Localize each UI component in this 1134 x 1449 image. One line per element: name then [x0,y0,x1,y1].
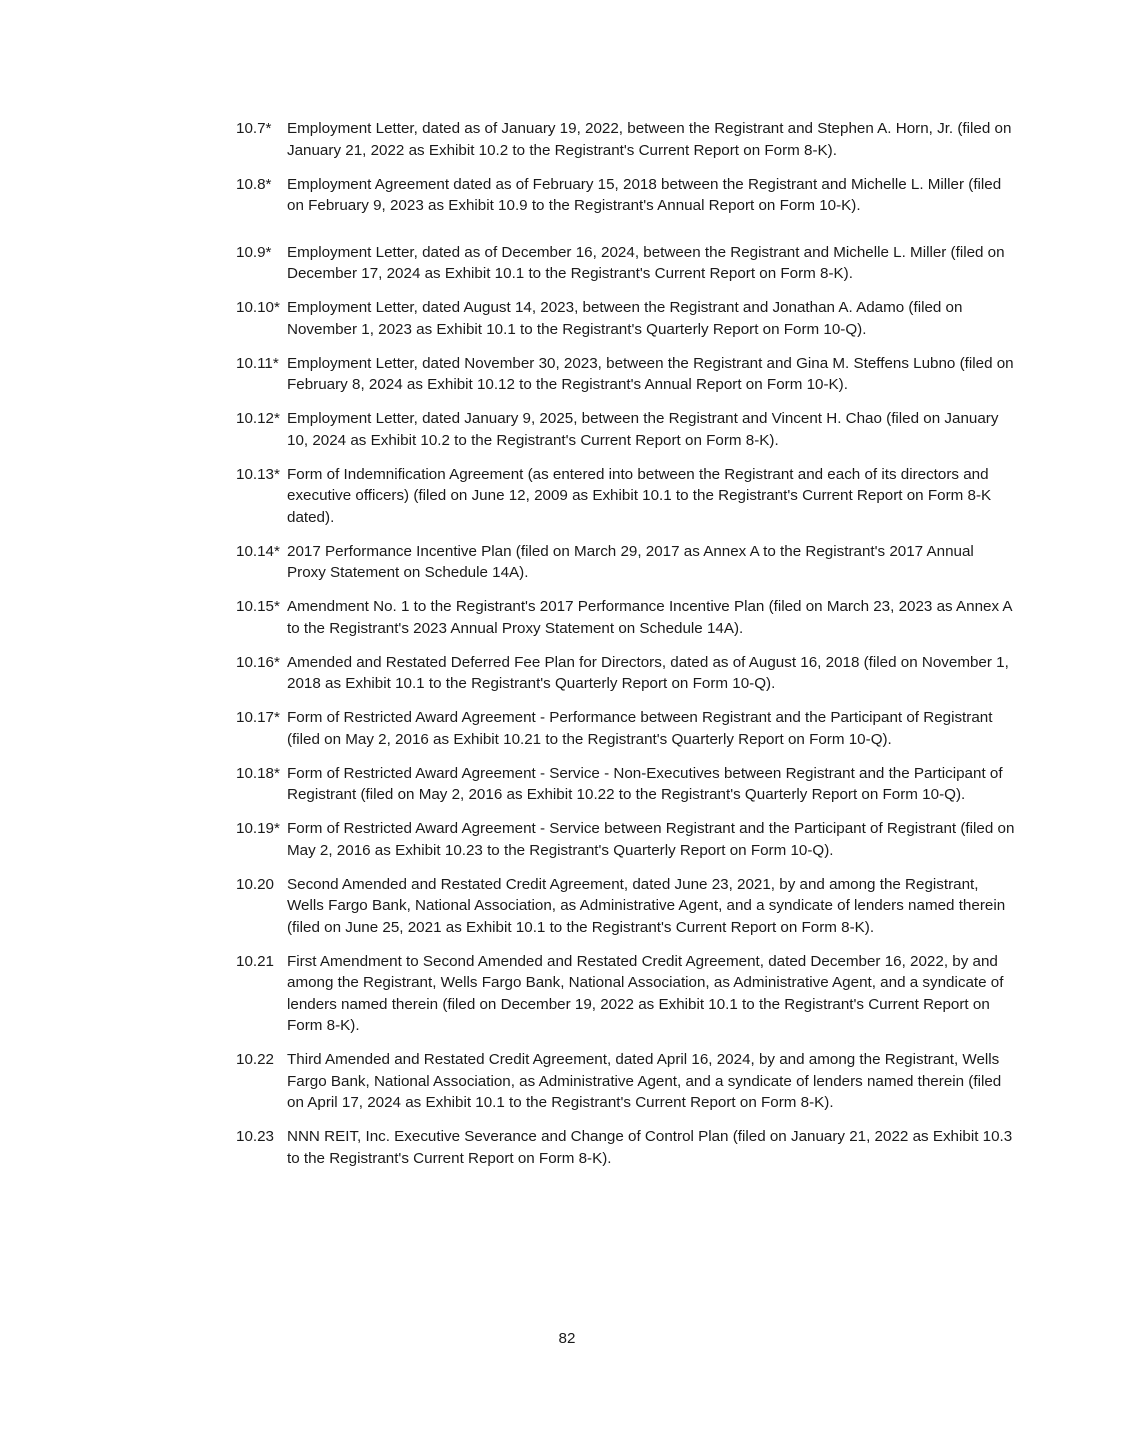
exhibit-item [236,1049,1016,1114]
exhibit-description: Form of Restricted Award Agreement - Performance between Registrant and the Participant of Registrant (filed on May 2, 2016 as Exhibit 10.21 to the Registrant's Quarterly Report on Form 10-Q). [287,709,993,748]
exhibit-description: Form of Restricted Award Agreement - Service between Registrant and the Participant of Registrant (filed on May 2, 2016 as Exhibit 10.23 to the Registrant's Quarterly Report on Form 10-Q). [287,820,1015,859]
exhibit-list [236,118,1016,1182]
exhibit-description: Employment Letter, dated November 30, 2023, between the Registrant and Gina M. Steffens Lubno (filed on February 8, 2024 as Exhibit 10.12 to the Registrant's Annual Report on Form 10-K). [287,354,1014,393]
exhibit-item [236,596,1016,639]
exhibit-number: 10.14* [236,542,280,560]
exhibit-number: 10.21 [236,952,275,970]
exhibit-item [236,353,1016,396]
exhibit-description: First Amendment to Second Amended and Restated Credit Agreement, dated December 16, 2022, by and among the Registrant, Wells Fargo Bank, National Association, as Administrative Agent, and a syndicate of lenders named therein (filed on December 19, 2022 as Exhibit 10.1 to the Registrant's Current Report on Form 8-K). [287,952,1004,1034]
exhibit-description: Second Amended and Restated Credit Agreement, dated June 23, 2021, by and among the Registrant, Wells Fargo Bank, National Association, as Administrative Agent, and a syndicate of lenders named therein (filed on June 25, 2021 as Exhibit 10.1 to the Registrant's Current Report on Form 8-K). [287,875,1006,936]
exhibit-description: Employment Letter, dated August 14, 2023, between the Registrant and Jonathan A. Adamo (filed on November 1, 2023 as Exhibit 10.1 to the Registrant's Quarterly Report on Form 10-Q). [287,299,963,338]
exhibit-number: 10.19* [236,820,280,837]
exhibit-item [236,763,1016,806]
exhibit-number: 10.15* [236,598,280,615]
exhibit-item [236,464,1016,529]
exhibit-number: 10.18* [236,764,280,782]
exhibit-description: NNN REIT, Inc. Executive Severance and Change of Control Plan (filed on January 21, 2022 as Exhibit 10.3 to the Registrant's Current Report on Form 8-K). [287,1128,1013,1167]
exhibit-description: 2017 Performance Incentive Plan (filed on March 29, 2017 as Annex A to the Registrant's 2017 Annual Proxy Statement on Schedule 14A). [287,542,974,581]
exhibit-number: 10.17* [236,709,280,726]
exhibit-number: 10.11* [236,354,279,372]
exhibit-description: Amendment No. 1 to the Registrant's 2017 Performance Incentive Plan (filed on March 23, 2023 as Annex A to the Registrant's 2023 Annual Proxy Statement on Schedule 14A). [287,598,1012,637]
exhibit-description: Employment Letter, dated as of December 16, 2024, between the Registrant and Michelle L. Miller (filed on December 17, 2024 as Exhibit 10.1 to the Registrant's Current Report on Form 8-K). [287,243,1005,282]
exhibit-description: Form of Indemnification Agreement (as entered into between the Registrant and each of its directors and executive officers) (filed on June 12, 2009 as Exhibit 10.1 to the Registrant's Current Report on Form 8-K dated). [287,465,992,526]
exhibit-item [236,408,1016,451]
exhibit-number: 10.20 [236,875,275,893]
exhibit-description: Form of Restricted Award Agreement - Service - Non-Executives between Registrant and the Participant of Registrant (filed on May 2, 2016 as Exhibit 10.22 to the Registrant's Quarterly Report on Form 10-Q). [287,764,1003,803]
exhibit-number: 10.12* [236,410,280,427]
exhibit-description: Employment Letter, dated January 9, 2025, between the Registrant and Vincent H. Chao (filed on January 10, 2024 as Exhibit 10.2 to the Registrant's Current Report on Form 8-K). [287,410,999,449]
exhibit-item [236,118,1016,161]
page-number: 82 [558,1330,576,1347]
exhibit-item [236,874,1016,939]
exhibit-item [236,951,1016,1037]
exhibit-item [236,652,1016,695]
exhibit-description: Amended and Restated Deferred Fee Plan for Directors, dated as of August 16, 2018 (filed on November 1, 2018 as Exhibit 10.1 to the Registrant's Quarterly Report on Form 10-Q). [287,653,1009,692]
exhibit-description: Third Amended and Restated Credit Agreement, dated April 16, 2024, by and among the Registrant, Wells Fargo Bank, National Association, as Administrative Agent, and a syndicate of lenders named therein (filed on April 17, 2024 as Exhibit 10.1 to the Registrant's Current Report on Form 8-K). [287,1051,1002,1111]
exhibit-number: 10.16* [236,653,280,671]
exhibit-number: 10.9* [236,243,272,261]
exhibit-item [236,297,1016,340]
exhibit-number: 10.23 [236,1128,275,1145]
exhibit-number: 10.7* [236,120,272,137]
exhibit-item [236,1126,1016,1169]
exhibit-description: Employment Agreement dated as of February 15, 2018 between the Registrant and Michelle L. Miller (filed on February 9, 2023 as Exhibit 10.9 to the Registrant's Annual Report on Form 10-K). [287,175,1002,214]
exhibit-item [236,707,1016,750]
exhibit-number: 10.10* [236,299,280,316]
exhibit-number: 10.13* [236,465,280,483]
exhibit-number: 10.22 [236,1051,275,1068]
exhibit-number: 10.8* [236,175,272,193]
exhibit-item [236,242,1016,285]
exhibit-item [236,541,1016,584]
exhibit-description: Employment Letter, dated as of January 19, 2022, between the Registrant and Stephen A. Horn, Jr. (filed on January 21, 2022 as Exhibit 10.2 to the Registrant's Current Report on Form 8-K). [287,120,1012,159]
exhibit-item [236,818,1016,861]
exhibit-item [236,174,1016,217]
